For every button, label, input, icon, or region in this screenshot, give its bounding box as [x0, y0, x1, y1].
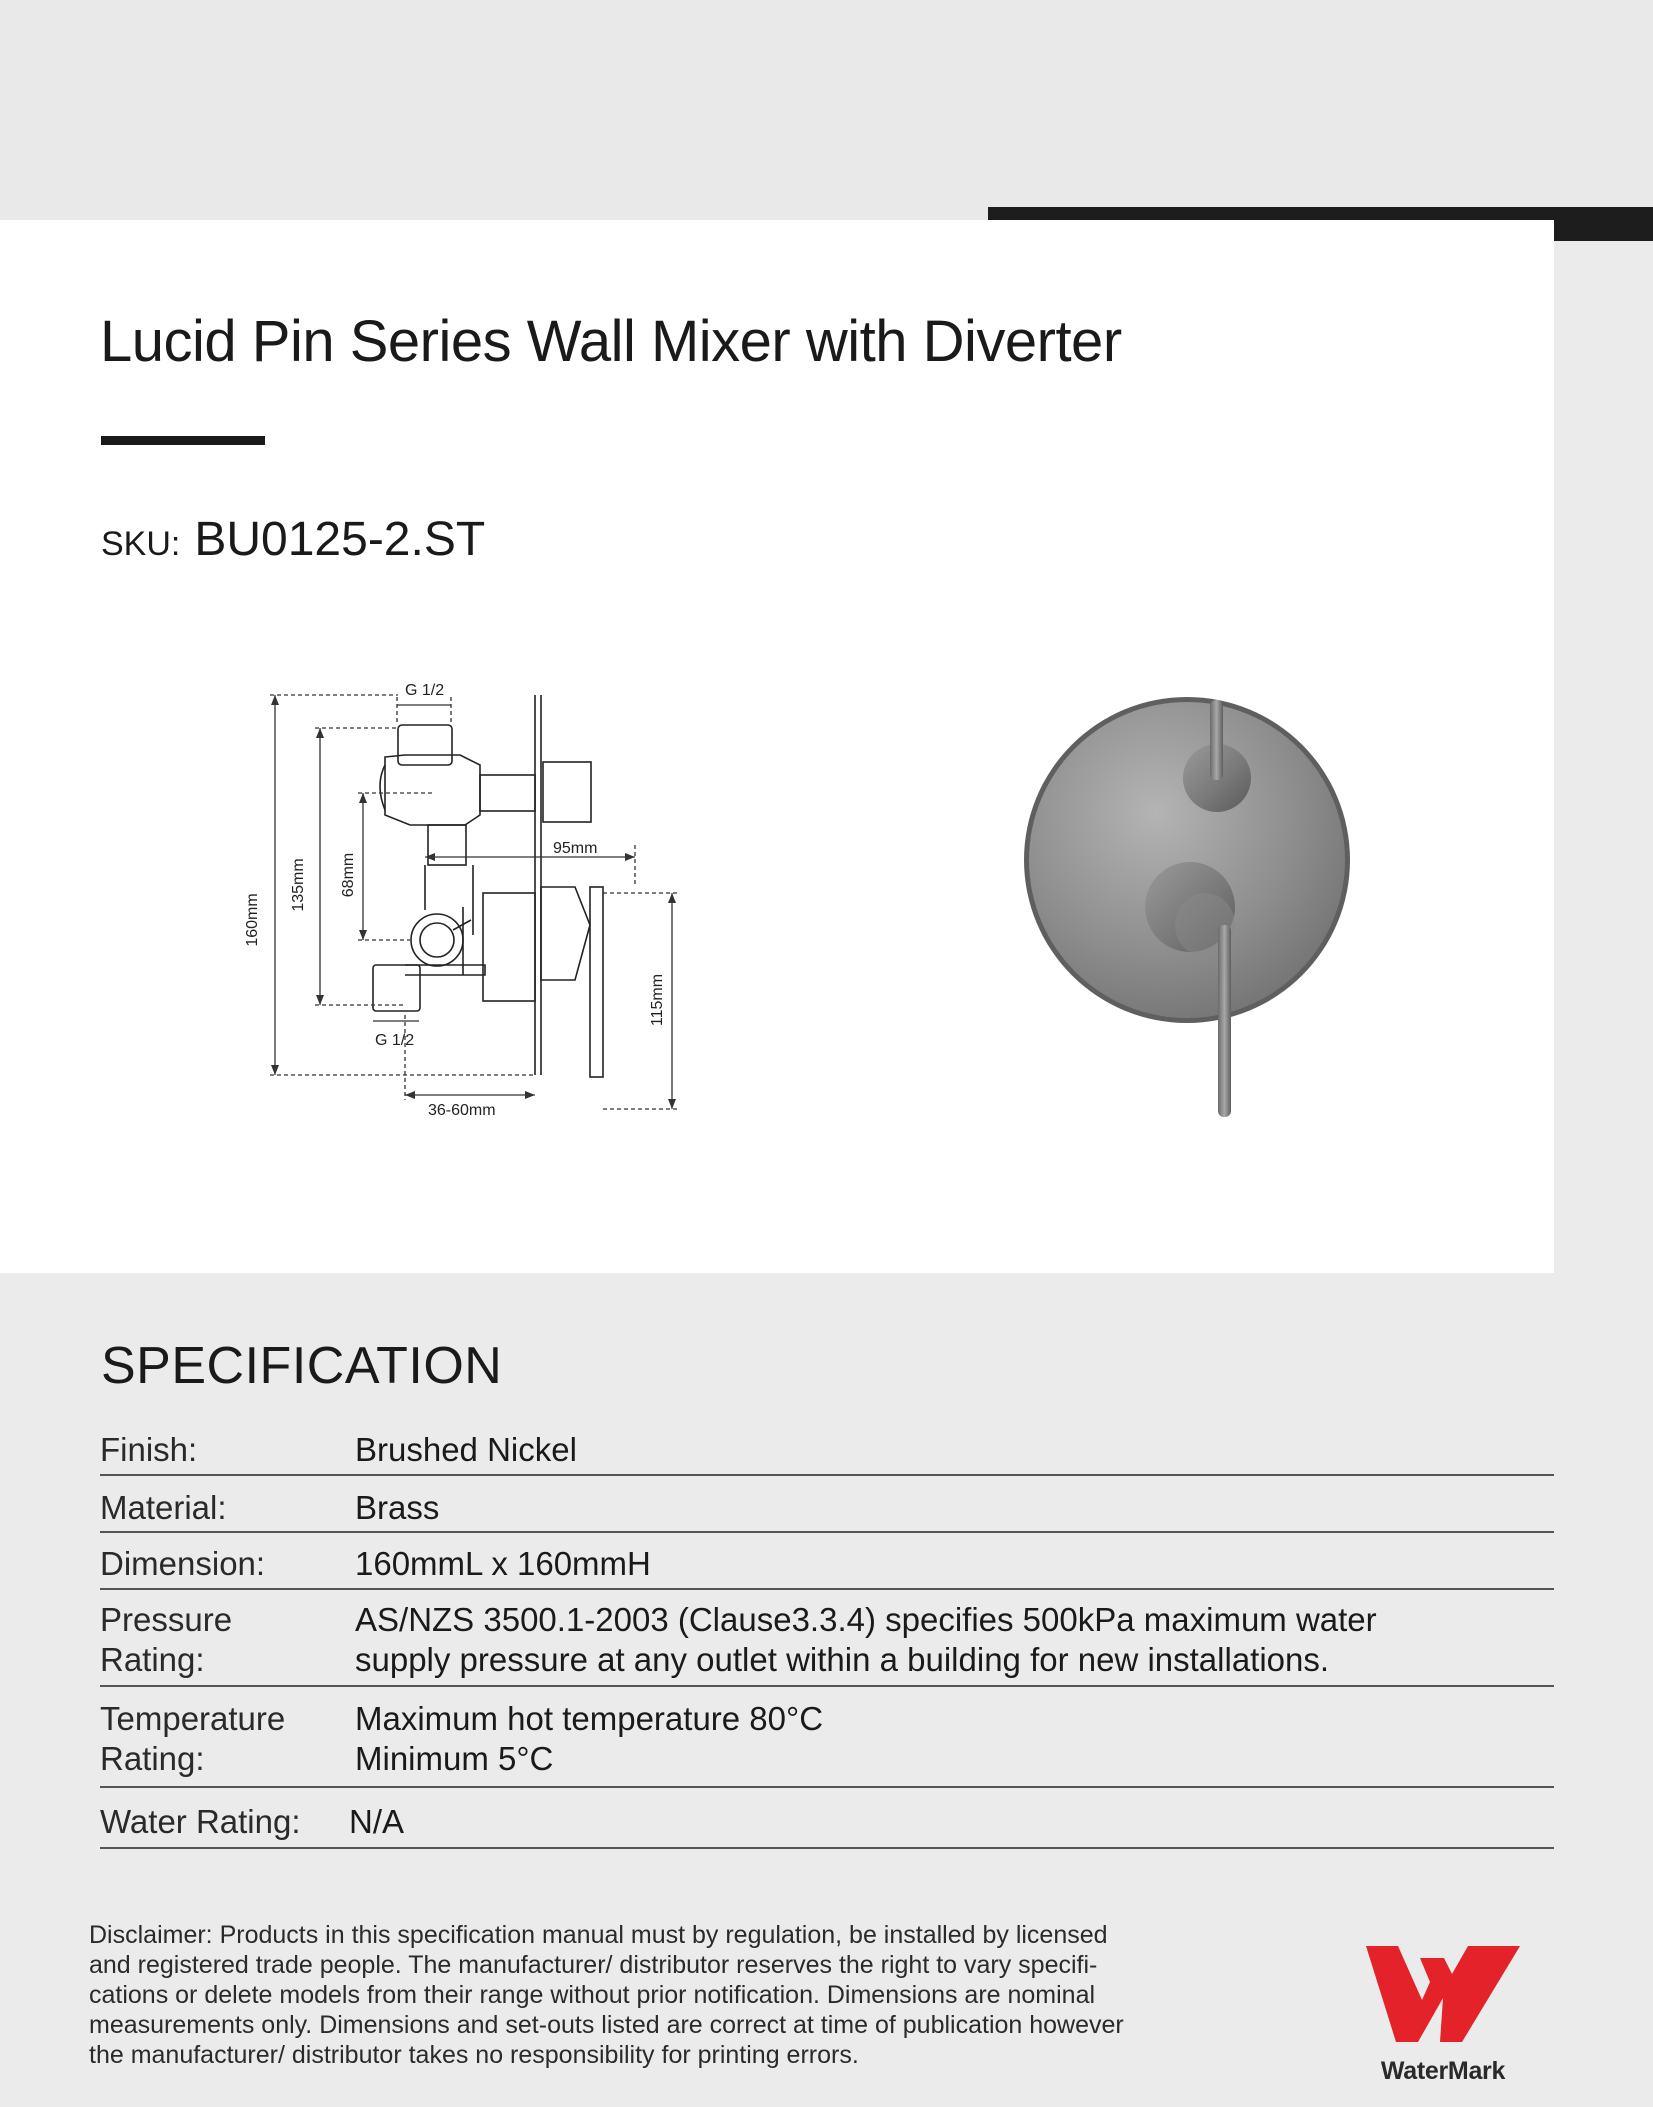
dim-projection: 95mm — [553, 840, 598, 857]
lower-port — [411, 914, 463, 966]
spec-value: Maximum hot temperature 80°C Minimum 5°C — [355, 1700, 824, 1777]
upper-cartridge — [480, 775, 535, 811]
spec-value: AS/NZS 3500.1-2003 (Clause3.3.4) specifies 500kPa maximum water supply pressure at any outlet within a building for new installations. — [355, 1601, 1377, 1678]
spec-value: Brushed Nickel — [355, 1431, 577, 1468]
header-band — [0, 0, 1653, 220]
spec-table — [100, 1424, 1554, 1849]
spec-label: Finish: — [100, 1431, 198, 1468]
spec-row-water-rating — [100, 1788, 1554, 1849]
sku-label: SKU: — [101, 525, 181, 563]
spec-row-finish — [100, 1424, 1554, 1476]
spec-label: Temperature Rating: — [100, 1700, 286, 1777]
page-title: Lucid Pin Series Wall Mixer with Diverter — [100, 309, 1122, 374]
spec-label: Dimension: — [100, 1545, 266, 1582]
wall-plate — [1029, 702, 1345, 1018]
dim-inlet-spacing: 68mm — [340, 852, 357, 898]
dim-wall-depth: 36-60mm — [428, 1102, 496, 1119]
sku-line — [101, 512, 485, 567]
watermark-logo — [1360, 1938, 1526, 2088]
spec-row-temperature — [100, 1687, 1554, 1788]
spec-label: Pressure Rating: — [100, 1601, 233, 1678]
dim-lever-length: 115mm — [649, 973, 666, 1027]
dim-body-height: 135mm — [290, 858, 307, 912]
product-image — [1010, 670, 1350, 1120]
spec-value: Brass — [355, 1489, 440, 1526]
spec-value: 160mmL x 160mmH — [355, 1545, 651, 1582]
spec-label: Water Rating: — [100, 1803, 301, 1840]
lower-cartridge — [483, 893, 535, 1001]
diverter-pin — [1210, 700, 1223, 780]
top-inlet — [398, 725, 452, 765]
technical-drawing — [235, 675, 685, 1120]
dim-inlet-bottom: G 1/2 — [375, 1032, 415, 1049]
spec-value: N/A — [349, 1803, 405, 1840]
spec-heading: SPECIFICATION — [101, 1337, 503, 1395]
spec-row-dimension — [100, 1533, 1554, 1590]
lower-handle — [541, 887, 590, 980]
watermark-label: WaterMark — [1380, 2057, 1506, 2085]
spec-label: Material: — [100, 1489, 227, 1526]
watermark-w-icon — [1360, 1938, 1526, 2048]
mixer-pin — [1218, 925, 1231, 1117]
dim-overall-height: 160mm — [244, 893, 261, 947]
sku-value: BU0125-2.ST — [194, 513, 486, 566]
disclaimer: Disclaimer: Products in this specification manual must by regulation, be installed by licensed and registered trade people. The manufacturer/ distributor reserves the right to vary specifi- cations or delete models from their range without prior notification. Dimensions are nominal measurements only. Dimensions and set-outs listed are correct at time of publication however the manufacturer/ distributor takes no responsibility for printing errors. — [89, 1921, 1124, 2069]
lever — [590, 887, 603, 1077]
dim-inlet-top: G 1/2 — [405, 682, 445, 699]
spec-row-pressure — [100, 1590, 1554, 1687]
upper-handle — [543, 762, 591, 822]
spec-row-material — [100, 1476, 1554, 1533]
bottom-inlet — [373, 965, 420, 1011]
title-underline — [101, 436, 265, 445]
